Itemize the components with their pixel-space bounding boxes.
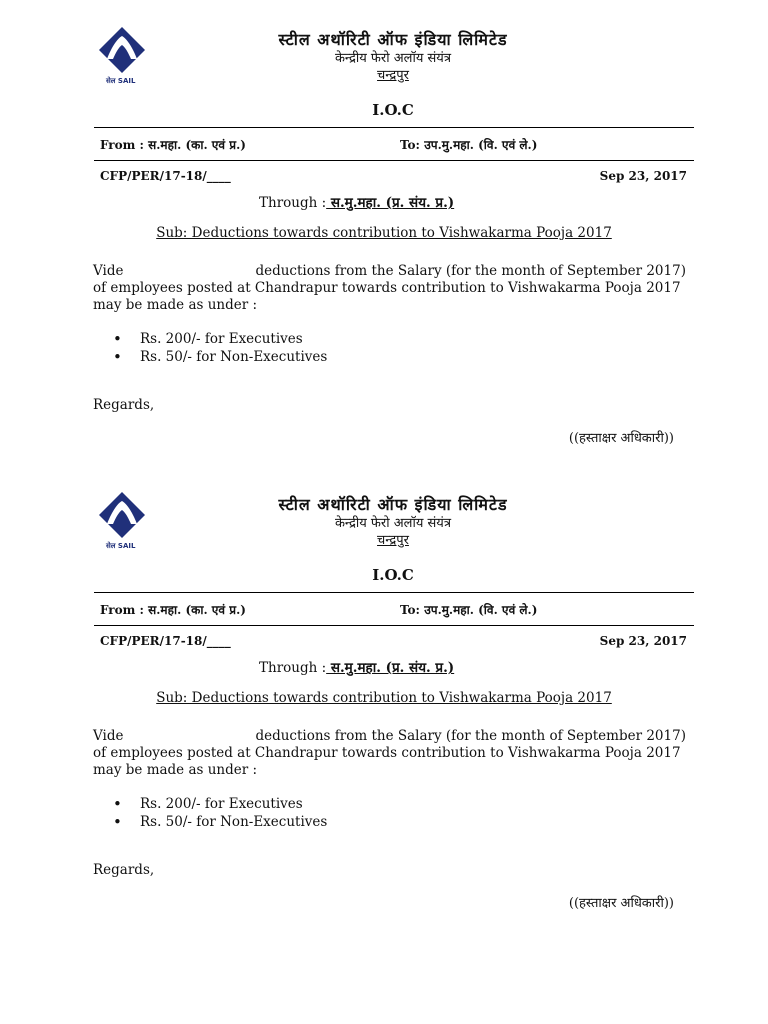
body-paragraph	[93, 263, 689, 314]
through-label: Through :	[259, 195, 327, 211]
divider	[94, 592, 694, 593]
from-value: स.महा. (का. एवं प्र.)	[148, 138, 246, 152]
closing: Regards,	[93, 862, 155, 878]
to-value: उप.मु.महा. (वि. एवं ले.)	[424, 138, 538, 152]
subject-line: Sub: Deductions towards contribution to Vishwakarma Pooja 2017	[156, 225, 612, 241]
reference-number: CFP/PER/17-18/____	[100, 169, 231, 183]
subject-line: Sub: Deductions towards contribution to Vishwakarma Pooja 2017	[156, 690, 612, 706]
reference-number: CFP/PER/17-18/____	[100, 634, 231, 648]
through-line	[259, 658, 454, 676]
through-line	[259, 193, 454, 211]
through-value: स.मु.महा. (प्र. संय. प्र.)	[326, 195, 455, 211]
closing: Regards,	[93, 397, 155, 413]
from-line	[100, 601, 246, 618]
org-name-hindi: स्टील अथॉरिटी ऑफ इंडिया लिमिटेड	[278, 495, 508, 514]
from-value: स.महा. (का. एवं प्र.)	[148, 603, 246, 617]
signature-name: (हस्ताक्षर अधिकारी)	[573, 896, 669, 911]
divider	[94, 625, 694, 626]
document-type: I.O.C	[372, 566, 414, 584]
memo-copy-2	[0, 465, 768, 929]
document-type: I.O.C	[372, 101, 414, 119]
memo-copy-1	[0, 0, 768, 464]
to-label: To:	[400, 138, 420, 152]
plant-name-hindi: केन्द्रीय फेरो अलॉय संयंत्र	[334, 516, 452, 531]
logo-caption: सेल SAIL	[106, 77, 136, 85]
to-label: To:	[400, 603, 420, 617]
from-label: From :	[100, 603, 144, 617]
org-name-hindi: स्टील अथॉरिटी ऑफ इंडिया लिमिटेड	[278, 30, 508, 49]
memo-date: Sep 23, 2017	[599, 634, 687, 648]
location-hindi: चन्द्रपुर	[377, 68, 409, 83]
deduction-list	[93, 331, 327, 366]
deduction-list	[93, 796, 327, 831]
location-hindi: चन्द्रपुर	[377, 533, 409, 548]
body-start: Vide	[93, 728, 124, 744]
list-item: • Rs. 200/- for Executives	[93, 331, 327, 349]
to-line	[400, 136, 537, 153]
from-line	[100, 136, 246, 153]
body-rest: deductions from the Salary (for the month of September 2017) of employees posted at Chandrapur towards contribution to Vishwakarma Pooja 2017 may be made as under :	[93, 263, 686, 313]
to-value: उप.मु.महा. (वि. एवं ले.)	[424, 603, 538, 617]
signature-block: ((हस्ताक्षर अधिकारी))	[568, 896, 674, 911]
to-line	[400, 601, 537, 618]
through-value: स.मु.महा. (प्र. संय. प्र.)	[326, 660, 455, 676]
from-label: From :	[100, 138, 144, 152]
body-start: Vide	[93, 263, 124, 279]
list-item: • Rs. 50/- for Non-Executives	[93, 814, 327, 832]
memo-date: Sep 23, 2017	[599, 169, 687, 183]
signature-block: ((हस्ताक्षर अधिकारी))	[568, 431, 674, 446]
list-item: • Rs. 50/- for Non-Executives	[93, 349, 327, 367]
body-rest: deductions from the Salary (for the month of September 2017) of employees posted at Chandrapur towards contribution to Vishwakarma Pooja 2017 may be made as under :	[93, 728, 686, 778]
body-paragraph	[93, 728, 689, 779]
divider	[94, 160, 694, 161]
divider	[94, 127, 694, 128]
signature-name: (हस्ताक्षर अधिकारी)	[573, 431, 669, 446]
plant-name-hindi: केन्द्रीय फेरो अलॉय संयंत्र	[334, 51, 452, 66]
logo-caption: सेल SAIL	[106, 542, 136, 550]
through-label: Through :	[259, 660, 327, 676]
list-item: • Rs. 200/- for Executives	[93, 796, 327, 814]
